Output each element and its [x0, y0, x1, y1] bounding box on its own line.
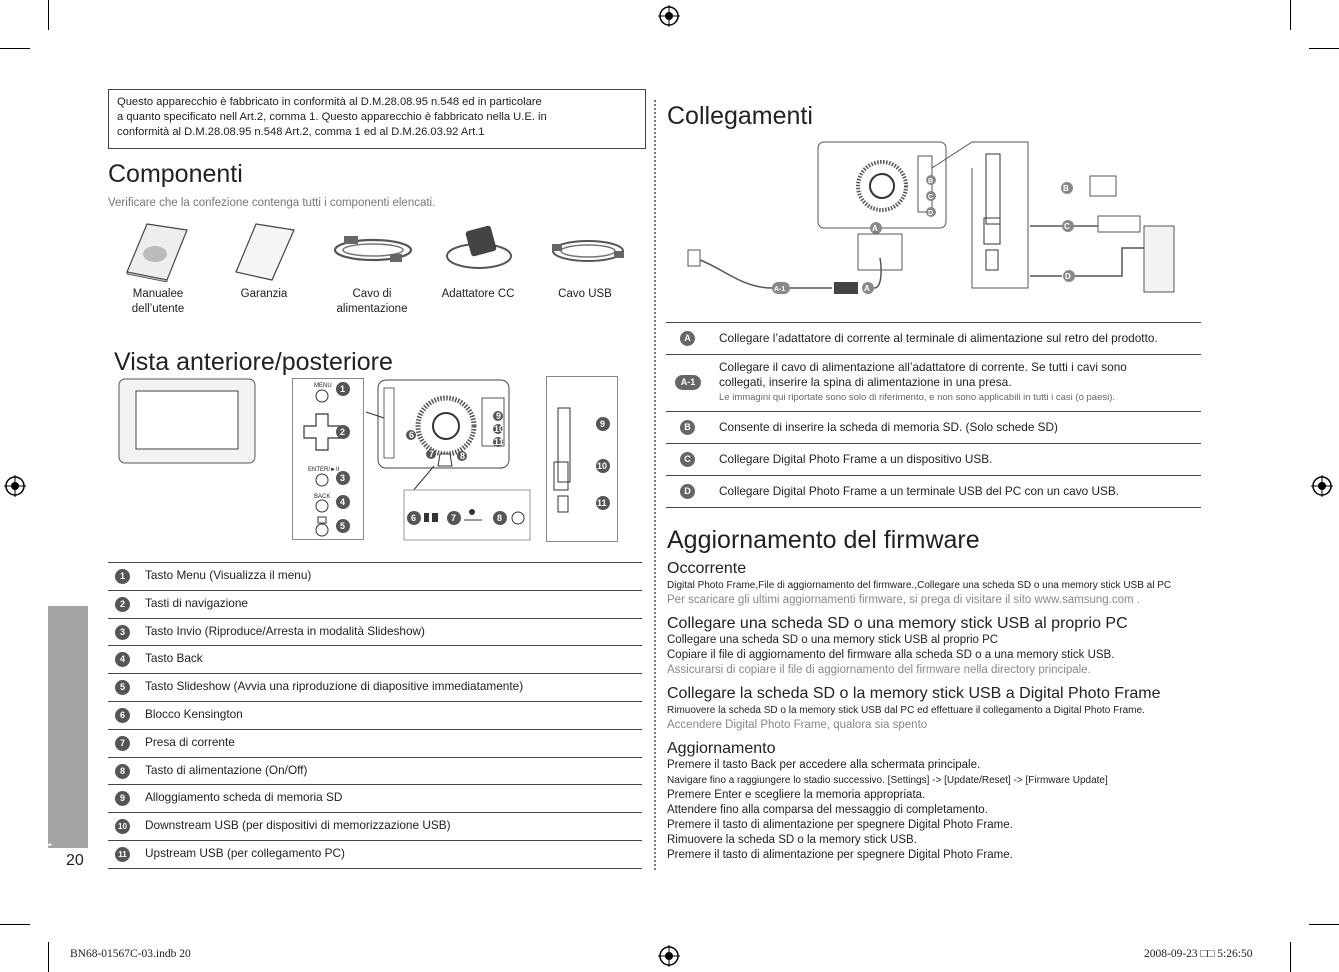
svg-text:A-1: A-1 — [774, 286, 786, 293]
key-number: 8 — [115, 764, 130, 779]
table-row — [108, 758, 642, 786]
collega-dpf-text: Rimuovere la scheda SD o la memory stick USB dal PC ed effettuare il collegamento a Digital Photo Frame. — [667, 705, 1145, 716]
connection-text: Collegare il cavo di alimentazione all’adattatore di corrente. Se tutti i cavi sono — [719, 360, 1127, 374]
svg-text:A: A — [864, 284, 870, 293]
svg-text:11: 11 — [494, 437, 504, 447]
collega-dpf-note: Accendere Digital Photo Frame, qualora sia spento — [667, 719, 928, 731]
callout-4 — [336, 495, 350, 509]
dc-adapter-icon — [444, 222, 514, 274]
connection-text: collegati, inserire la spina di alimentazione in una presa. — [719, 375, 1012, 389]
connection-badge: A-1 — [675, 375, 701, 390]
connection-text: Collegare Digital Photo Frame a un dispositivo USB. — [719, 452, 993, 466]
callout-9 — [493, 411, 503, 421]
svg-text:10: 10 — [494, 424, 505, 434]
table-row — [666, 412, 1201, 444]
key-number: 3 — [115, 625, 130, 640]
componenti-subtitle: Verificare che la confezione contenga tutti i componenti elencati. — [108, 197, 436, 209]
key-description: Downstream USB (per dispositivi di memorizzazione USB) — [145, 818, 451, 833]
callout-6-detail — [407, 511, 421, 525]
connection-badge: B — [680, 420, 695, 435]
svg-text:A: A — [872, 224, 878, 233]
key-description: Tasto Invio (Riproduce/Arresta in modalità Slideshow) — [145, 623, 425, 638]
svg-text:11: 11 — [597, 498, 607, 508]
registration-mark-icon — [4, 475, 26, 497]
componenti-title: Componenti — [108, 160, 243, 188]
enter-label: ENTER/►II — [308, 467, 340, 473]
svg-text:5: 5 — [340, 521, 346, 531]
aggiornamento-step: Rimuovere la scheda SD o la memory stick USB. — [667, 834, 917, 846]
key-description: Tasto Back — [145, 651, 203, 666]
conformity-notice — [108, 89, 646, 149]
crop-mark — [0, 48, 30, 49]
crop-mark — [0, 924, 30, 925]
back-label: BACK — [314, 494, 331, 500]
svg-text:10: 10 — [597, 461, 608, 471]
callout-2 — [336, 425, 350, 439]
connection-badge: A — [680, 331, 695, 346]
warranty-icon — [234, 222, 296, 282]
key-number: 2 — [115, 597, 130, 612]
collegamenti-title: Collegamenti — [667, 102, 813, 130]
key-description: Blocco Kensington — [145, 706, 243, 721]
svg-text:D: D — [928, 210, 934, 217]
callout-3 — [336, 471, 350, 485]
svg-text:7: 7 — [429, 449, 435, 459]
key-number: 6 — [115, 708, 130, 723]
svg-text:C: C — [928, 194, 934, 201]
frame-buttons-illustration — [292, 378, 364, 540]
callout-9-side — [596, 417, 610, 431]
callout-6 — [406, 430, 416, 440]
notice-line: Questo apparecchio è fabbricato in conformità al D.M.28.08.95 n.548 ed in particolare — [117, 96, 542, 108]
notice-line: a quanto specificato nell Art.2, comma 1. Questo apparecchio è fabbricato nella U.E. in — [117, 111, 547, 123]
callout-1 — [336, 382, 350, 396]
column-divider — [654, 100, 656, 870]
collega-pc-note: Assicurarsi di copiare il file di aggiornamento del firmware nella directory principale. — [667, 664, 1091, 676]
aggiornamento-step: Attendere fino alla comparsa del messaggio di completamento. — [667, 804, 988, 816]
key-number: 4 — [115, 652, 130, 667]
table-row — [108, 563, 642, 591]
user-manual-icon — [125, 222, 191, 282]
svg-text:3: 3 — [340, 473, 346, 483]
key-number: 11 — [115, 847, 130, 862]
key-number: 7 — [115, 736, 130, 751]
component-label: Cavo di alimentazione — [336, 288, 408, 315]
svg-text:6: 6 — [409, 430, 415, 440]
callout-5 — [336, 519, 350, 533]
key-description: Tasto Menu (Visualizza il menu) — [145, 568, 312, 582]
crop-mark — [48, 0, 49, 30]
frame-front-illustration — [118, 378, 256, 464]
key-description: Alloggiamento scheda di memoria SD — [145, 790, 343, 805]
table-row — [108, 730, 642, 758]
callout-10-side — [596, 459, 610, 473]
svg-text:8: 8 — [497, 513, 503, 523]
aggiornamento-step: Premere il tasto di alimentazione per spegnere Digital Photo Frame. — [667, 849, 1013, 861]
component-label: Garanzia — [240, 288, 288, 300]
registration-mark-icon — [1311, 475, 1333, 497]
occorrente-heading: Occorrente — [667, 560, 747, 577]
key-number: 1 — [115, 569, 130, 584]
svg-text:B: B — [928, 178, 934, 185]
callout-10 — [493, 424, 504, 434]
svg-text:1: 1 — [340, 384, 346, 394]
component-label: Manualee dell’utente — [131, 288, 185, 315]
svg-text:C: C — [1064, 222, 1070, 231]
callout-8-detail — [493, 511, 507, 525]
svg-text:7: 7 — [451, 513, 457, 523]
callout-8 — [457, 451, 467, 461]
table-row — [108, 674, 642, 702]
connection-note: Le immagini qui riportate sono solo di riferimento, e non sono applicabili in tutti i casi (o paesi). — [719, 392, 1116, 403]
crop-mark — [1309, 924, 1339, 925]
occorrente-text: Digital Photo Frame,File di aggiornamento del firmware.,Collegare una scheda SD o una memory stick USB al PC — [667, 580, 1172, 591]
table-row — [666, 444, 1201, 476]
registration-mark-icon — [658, 5, 680, 27]
key-description: Presa di corrente — [145, 734, 235, 749]
keys-table — [108, 562, 642, 869]
table-row — [108, 841, 642, 869]
callout-7 — [426, 449, 436, 459]
key-description: Upstream USB (per collegamento PC) — [145, 845, 345, 860]
svg-text:B: B — [1063, 184, 1069, 193]
callout-11-side — [596, 496, 610, 510]
aggiornamento-step: Premere il tasto di alimentazione per spegnere Digital Photo Frame. — [667, 819, 1013, 831]
connection-badge: C — [680, 452, 695, 467]
svg-text:8: 8 — [460, 451, 466, 461]
page-number: 20 — [66, 852, 84, 869]
aggiornamento-step: Premere il tasto Back per accedere alla schermata principale. — [667, 759, 981, 771]
frame-side-ports-illustration — [546, 376, 618, 542]
component-label: Cavo USB — [558, 288, 612, 300]
svg-text:6: 6 — [411, 513, 417, 523]
connection-text: Collegare l’adattatore di corrente al terminale di alimentazione sul retro del prodotto. — [719, 331, 1158, 345]
footer-right: 2008-09-23 □□ 5:26:50 — [1144, 948, 1253, 960]
callout-11 — [493, 437, 504, 447]
firmware-title: Aggiornamento del firmware — [667, 526, 980, 554]
table-row — [666, 476, 1201, 508]
connections-table — [666, 322, 1201, 508]
collega-pc-text: Copiare il file di aggiornamento del firmware alla scheda SD o a una memory stick USB. — [667, 649, 1115, 661]
svg-text:4: 4 — [340, 497, 346, 507]
menu-label: MENU — [314, 383, 332, 389]
footer-left: BN68-01567C-03.indb 20 — [70, 948, 191, 960]
svg-text:D: D — [1065, 272, 1071, 281]
crop-mark — [1290, 942, 1291, 972]
aggiornamento-step: Navigare fino a raggiungere lo stadio successivo. [Settings] -> [Update/Reset] -> [Firmware Update] — [667, 775, 1108, 786]
connection-diagram — [682, 138, 1182, 296]
notice-line: conformità al D.M.28.08.95 n.548 Art.2, comma 1 ed al D.M.26.03.92 Art.1 — [117, 126, 485, 138]
table-row — [108, 813, 642, 841]
table-row — [666, 323, 1201, 355]
collega-pc-text: Collegare una scheda SD o una memory stick USB al proprio PC — [667, 634, 999, 646]
key-number: 9 — [115, 791, 130, 806]
table-row — [108, 591, 642, 619]
key-number: 5 — [115, 680, 130, 695]
svg-text:2: 2 — [340, 427, 346, 437]
crop-mark — [1290, 0, 1291, 30]
registration-mark-icon — [658, 945, 680, 967]
vista-title: Vista anteriore/posteriore — [114, 348, 393, 376]
connection-text: Collegare Digital Photo Frame a un terminale USB del PC con un cavo USB. — [719, 484, 1119, 498]
table-row — [666, 355, 1201, 412]
svg-text:9: 9 — [600, 419, 606, 429]
aggiornamento-heading: Aggiornamento — [667, 740, 776, 757]
key-number: 10 — [115, 819, 130, 834]
crop-mark — [48, 942, 49, 972]
component-label: Adattatore CC — [441, 288, 515, 300]
collega-dpf-heading: Collegare la scheda SD o la memory stick USB a Digital Photo Frame — [667, 685, 1161, 702]
key-description: Tasto Slideshow (Avvia una riproduzione di diapositive immediatamente) — [145, 679, 524, 694]
power-cable-icon — [330, 228, 416, 272]
crop-mark — [1309, 48, 1339, 49]
usb-cable-icon — [548, 230, 628, 272]
table-row — [108, 785, 642, 813]
occorrente-note: Per scaricare gli ultimi aggiornamenti firmware, si prega di visitare il sito www.samsung.com . — [667, 594, 1140, 606]
table-row — [108, 646, 642, 674]
collega-pc-heading: Collegare una scheda SD o una memory stick USB al proprio PC — [667, 615, 1128, 632]
key-description: Tasto di alimentazione (On/Off) — [145, 762, 308, 777]
aggiornamento-step: Premere Enter e scegliere la memoria appropriata. — [667, 789, 926, 801]
connection-text: Consente di inserire la scheda di memoria SD. (Solo schede SD) — [719, 420, 1058, 434]
frame-back-illustration — [364, 378, 544, 542]
table-row — [108, 619, 642, 647]
svg-text:9: 9 — [496, 411, 502, 421]
language-label: Italiano — [33, 842, 54, 904]
table-row — [108, 702, 642, 730]
key-description: Tasti di navigazione — [145, 595, 248, 610]
connection-badge: D — [680, 484, 695, 499]
callout-7-detail — [447, 511, 461, 525]
